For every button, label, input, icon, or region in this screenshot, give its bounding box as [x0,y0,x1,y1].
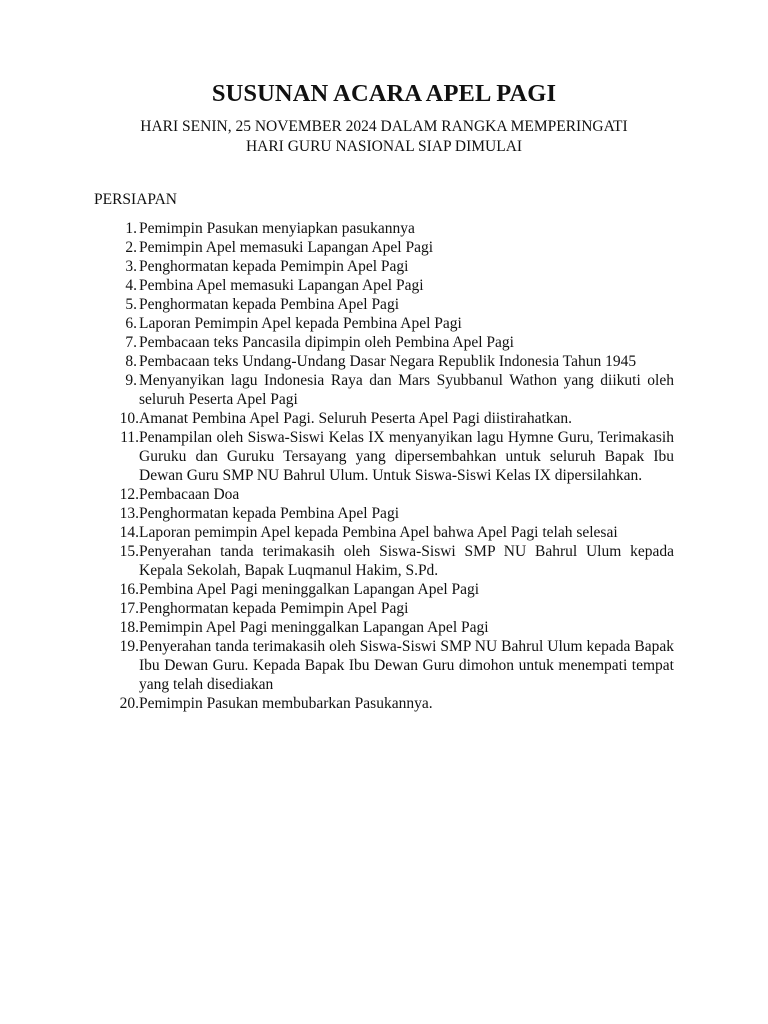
agenda-item-number: 20. [119,695,139,712]
subtitle-line: HARI SENIN, 25 NOVEMBER 2024 DALAM RANGKA MEMPERINGATI [140,118,628,135]
agenda-item-text: Penghormatan kepada Pemimpin Apel Pagi [139,600,409,617]
agenda-item-text: Amanat Pembina Apel Pagi. Seluruh Peserta Apel Pagi diistirahatkan. [139,410,573,427]
agenda-item-text: Penghormatan kepada Pembina Apel Pagi [139,296,399,313]
document-subtitle [60,117,708,156]
agenda-item [94,694,674,713]
agenda-item-number: 9. [125,372,137,389]
agenda-item-text: Penghormatan kepada Pemimpin Apel Pagi [139,258,409,275]
agenda-item-text: Pembacaan teks Pancasila dipimpin oleh Pembina Apel Pagi [139,334,514,351]
agenda-item-number: 1. [125,220,137,237]
agenda-item-number: 10. [119,410,139,427]
agenda-item-text: Pembacaan Doa [139,486,240,503]
agenda-item [94,523,674,542]
agenda-item-number: 16. [119,581,139,598]
agenda-item [94,637,674,694]
agenda-item-number: 19. [119,638,139,655]
document-title: SUSUNAN ACARA APEL PAGI [211,80,557,107]
agenda-item-number: 18. [119,619,139,636]
agenda-item-number: 13. [119,505,139,522]
agenda-item-text: Laporan Pemimpin Apel kepada Pembina Apel Pagi [139,315,462,332]
agenda-item [94,352,674,371]
agenda-item [94,219,674,238]
agenda-item-text: Pemimpin Pasukan membubarkan Pasukannya. [139,695,433,712]
agenda-item-number: 11. [120,429,139,446]
agenda-item-number: 3. [125,258,137,275]
agenda-item [94,618,674,637]
agenda-item [94,257,674,276]
agenda-item-text: Pembina Apel memasuki Lapangan Apel Pagi [139,277,424,294]
agenda-item-number: 6. [125,315,137,332]
agenda-item [94,580,674,599]
subtitle-line: HARI GURU NASIONAL SIAP DIMULAI [245,137,523,155]
agenda-item [94,504,674,523]
agenda-item-text: Penghormatan kepada Pembina Apel Pagi [139,505,399,522]
agenda-item [94,314,674,333]
agenda-item-text: Menyanyikan lagu Indonesia Raya dan Mars Syubbanul Wathon yang diikuti oleh seluruh Peserta Apel Pagi [139,372,674,408]
agenda-item-text: Pemimpin Apel memasuki Lapangan Apel Pagi [139,239,434,256]
agenda-item-text: Penampilan oleh Siswa-Siswi Kelas IX menyanyikan lagu Hymne Guru, Terimakasih Guruku dan Guruku Tersayang yang dipersembahkan untuk seluruh Bapak Ibu Dewan Guru SMP NU Bahrul Ulum. Untuk Siswa-Siswi Kelas IX dipersilahkan. [139,429,674,484]
agenda-item-text: Pembina Apel Pagi meninggalkan Lapangan Apel Pagi [139,581,480,598]
agenda-item-number: 15. [119,543,139,560]
agenda-item-number: 12. [119,486,139,503]
agenda-item-text: Pemimpin Apel Pagi meninggalkan Lapangan Apel Pagi [139,619,489,636]
agenda-item [94,409,674,428]
agenda-item [94,485,674,504]
agenda-list [94,219,674,713]
agenda-item [94,599,674,618]
agenda-item-text: Penyerahan tanda terimakasih oleh Siswa-Siswi SMP NU Bahrul Ulum kepada Bapak Ibu Dewan Guru. Kepada Bapak Ibu Dewan Guru dimohon untuk menempati tempat yang telah disediakan [139,638,674,693]
agenda-item [94,428,674,485]
agenda-item-number: 7. [125,334,137,351]
agenda-item-number: 4. [125,277,137,294]
agenda-item [94,295,674,314]
agenda-item [94,238,674,257]
section-heading: PERSIAPAN [94,191,177,208]
agenda-item [94,276,674,295]
agenda-item-text: Pembacaan teks Undang-Undang Dasar Negara Republik Indonesia Tahun 1945 [139,353,637,370]
agenda-item-text: Penyerahan tanda terimakasih oleh Siswa-Siswi SMP NU Bahrul Ulum kepada Kepala Sekolah, Bapak Luqmanul Hakim, S.Pd. [139,543,674,579]
agenda-item [94,371,674,409]
agenda-item-number: 14. [119,524,139,541]
agenda-item-text: Laporan pemimpin Apel kepada Pembina Apel bahwa Apel Pagi telah selesai [139,524,618,541]
agenda-item [94,333,674,352]
agenda-item [94,542,674,580]
agenda-item-number: 5. [125,296,137,313]
agenda-item-number: 2. [125,239,137,256]
agenda-item-text: Pemimpin Pasukan menyiapkan pasukannya [139,220,415,237]
agenda-item-number: 8. [125,353,137,370]
agenda-item-number: 17. [119,600,139,617]
